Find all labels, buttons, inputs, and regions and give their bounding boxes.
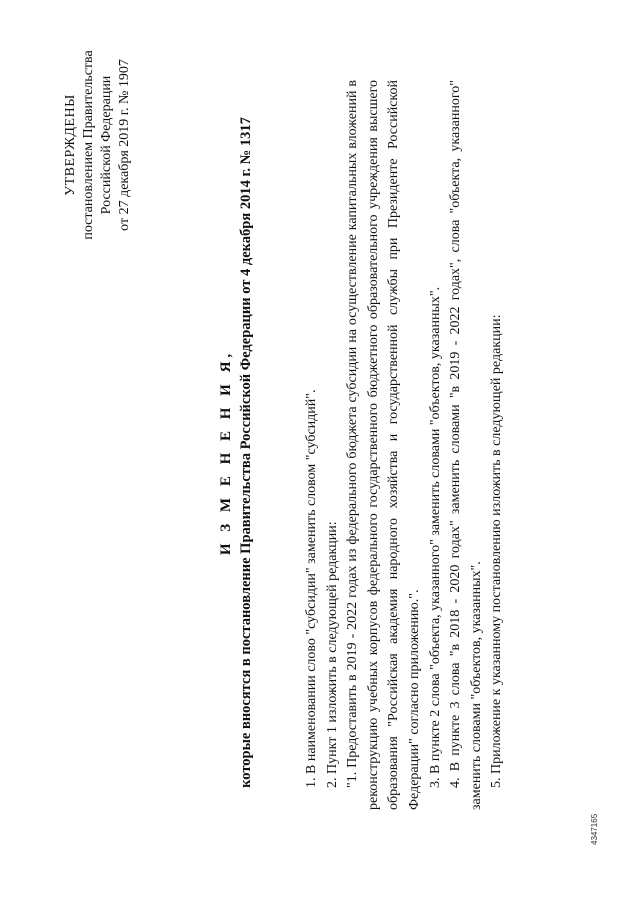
document-body <box>302 80 508 810</box>
paragraph-3: "1. Предоставить в 2019 - 2022 годах из федерального бюджета субсидии на осуществление капитальных вложений в реконструкцию учебных корпусов федерального государственного бюджетного образовательного учреждения высшего образования "Российская академия народного хозяйства и государственной службы при Президенте Российской Федерации" согласно приложению.". <box>345 80 422 810</box>
document-title: И З М Е Н Е Н И Я, <box>218 349 234 556</box>
approval-line-2: Российской Федерации <box>99 75 114 215</box>
approval-stamp <box>62 35 134 255</box>
document-number: 4347165 <box>590 813 599 845</box>
paragraph-1: 1. В наименовании слово "субсидии" заменить словом "субсидий". <box>304 389 319 788</box>
paragraph-6: 5. Приложение к указанному постановлению изложить в следующей редакции: <box>489 314 505 788</box>
paragraph-4: 3. В пункте 2 слова "объекта, указанного" заменить словами "объектов, указанных". <box>427 286 443 788</box>
paragraph-5: 4. В пункте 3 слова "в 2018 - 2020 годах" заменить словами "в 2019 - 2022 годах", слова "объекта, указанного" заменить словами "объектов, указанных". <box>448 80 484 810</box>
approval-line-1: постановлением Правительства <box>81 50 96 240</box>
paragraph-2: 2. Пункт 1 изложить в следующей редакции: <box>324 521 340 788</box>
document-subtitle: которые вносятся в постановление Правительства Российской Федерации от 4 декабря 2014 г. № 1317 <box>238 117 254 788</box>
approval-title: УТВЕРЖДЕНЫ <box>63 94 78 196</box>
approval-line-3: от 27 декабря 2019 г. № 1907 <box>117 59 132 231</box>
